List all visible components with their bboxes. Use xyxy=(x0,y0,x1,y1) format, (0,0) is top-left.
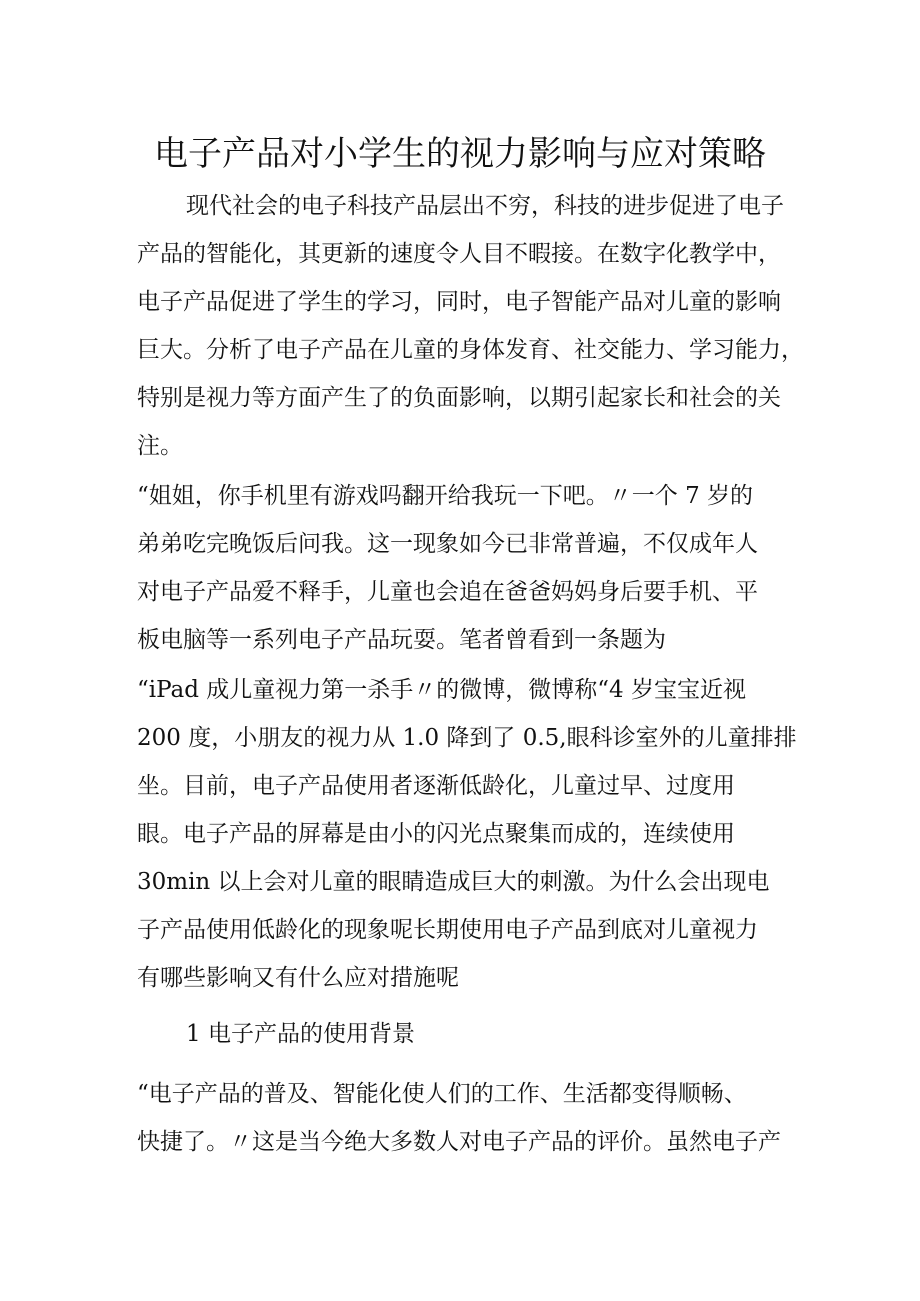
paragraph-line: 30min 以上会对儿童的眼睛造成巨大的刺激。为什么会出现电 xyxy=(137,869,770,895)
paragraph-line: “iPad 成儿童视力第一杀手〃的微博，微博称“4 岁宝宝近视 xyxy=(137,677,747,703)
paragraph-line: 子产品使用低龄化的现象呢长期使用电子产品到底对儿童视力 xyxy=(137,917,758,943)
paragraph-line: 现代社会的电子科技产品层出不穷，科技的进步促进了电子 xyxy=(186,193,784,219)
document-title: 电子产品对小学生的视力影响与应对策略 xyxy=(154,134,766,174)
paragraph-line: 弟弟吃完晚饭后问我。这一现象如今已非常普遍，不仅成年人 xyxy=(137,531,758,557)
paragraph-line: 坐。目前，电子产品使用者逐渐低龄化，儿童过早、过度用 xyxy=(137,773,735,799)
paragraph-line: “姐姐，你手机里有游戏吗翻开给我玩一下吧。〃一个 7 岁的 xyxy=(137,483,754,509)
paragraph-line: 产品的智能化，其更新的速度令人目不暇接。在数字化教学中， xyxy=(137,241,781,267)
paragraph-line: 快捷了。〃这是当今绝大多数人对电子产品的评价。虽然电子产 xyxy=(137,1129,781,1155)
paragraph-line: 眼。电子产品的屏幕是由小的闪光点聚集而成的，连续使用 xyxy=(137,821,735,847)
section-heading: 1 电子产品的使用背景 xyxy=(186,1021,415,1047)
paragraph-line: 注。 xyxy=(137,433,183,459)
paragraph-line: 对电子产品爱不释手，儿童也会追在爸爸妈妈身后要手机、平 xyxy=(137,579,758,605)
paragraph-line: 特别是视力等方面产生了的负面影响，以期引起家长和社会的关 xyxy=(137,385,781,411)
paragraph-line: 有哪些影响又有什么应对措施呢 xyxy=(137,965,459,991)
paragraph-line: “电子产品的普及、智能化使人们的工作、生活都变得顺畅、 xyxy=(137,1081,747,1107)
paragraph-line: 电子产品促进了学生的学习，同时，电子智能产品对儿童的影响 xyxy=(137,289,781,315)
paragraph-line: 板电脑等一系列电子产品玩耍。笔者曾看到一条题为 xyxy=(137,627,666,653)
paragraph-line: 巨大。分析了电子产品在儿童的身体发育、社交能力、学习能力， xyxy=(137,337,804,363)
paragraph-line: 200 度，小朋友的视力从 1.0 降到了 0.5,眼科诊室外的儿童排排 xyxy=(137,725,797,751)
